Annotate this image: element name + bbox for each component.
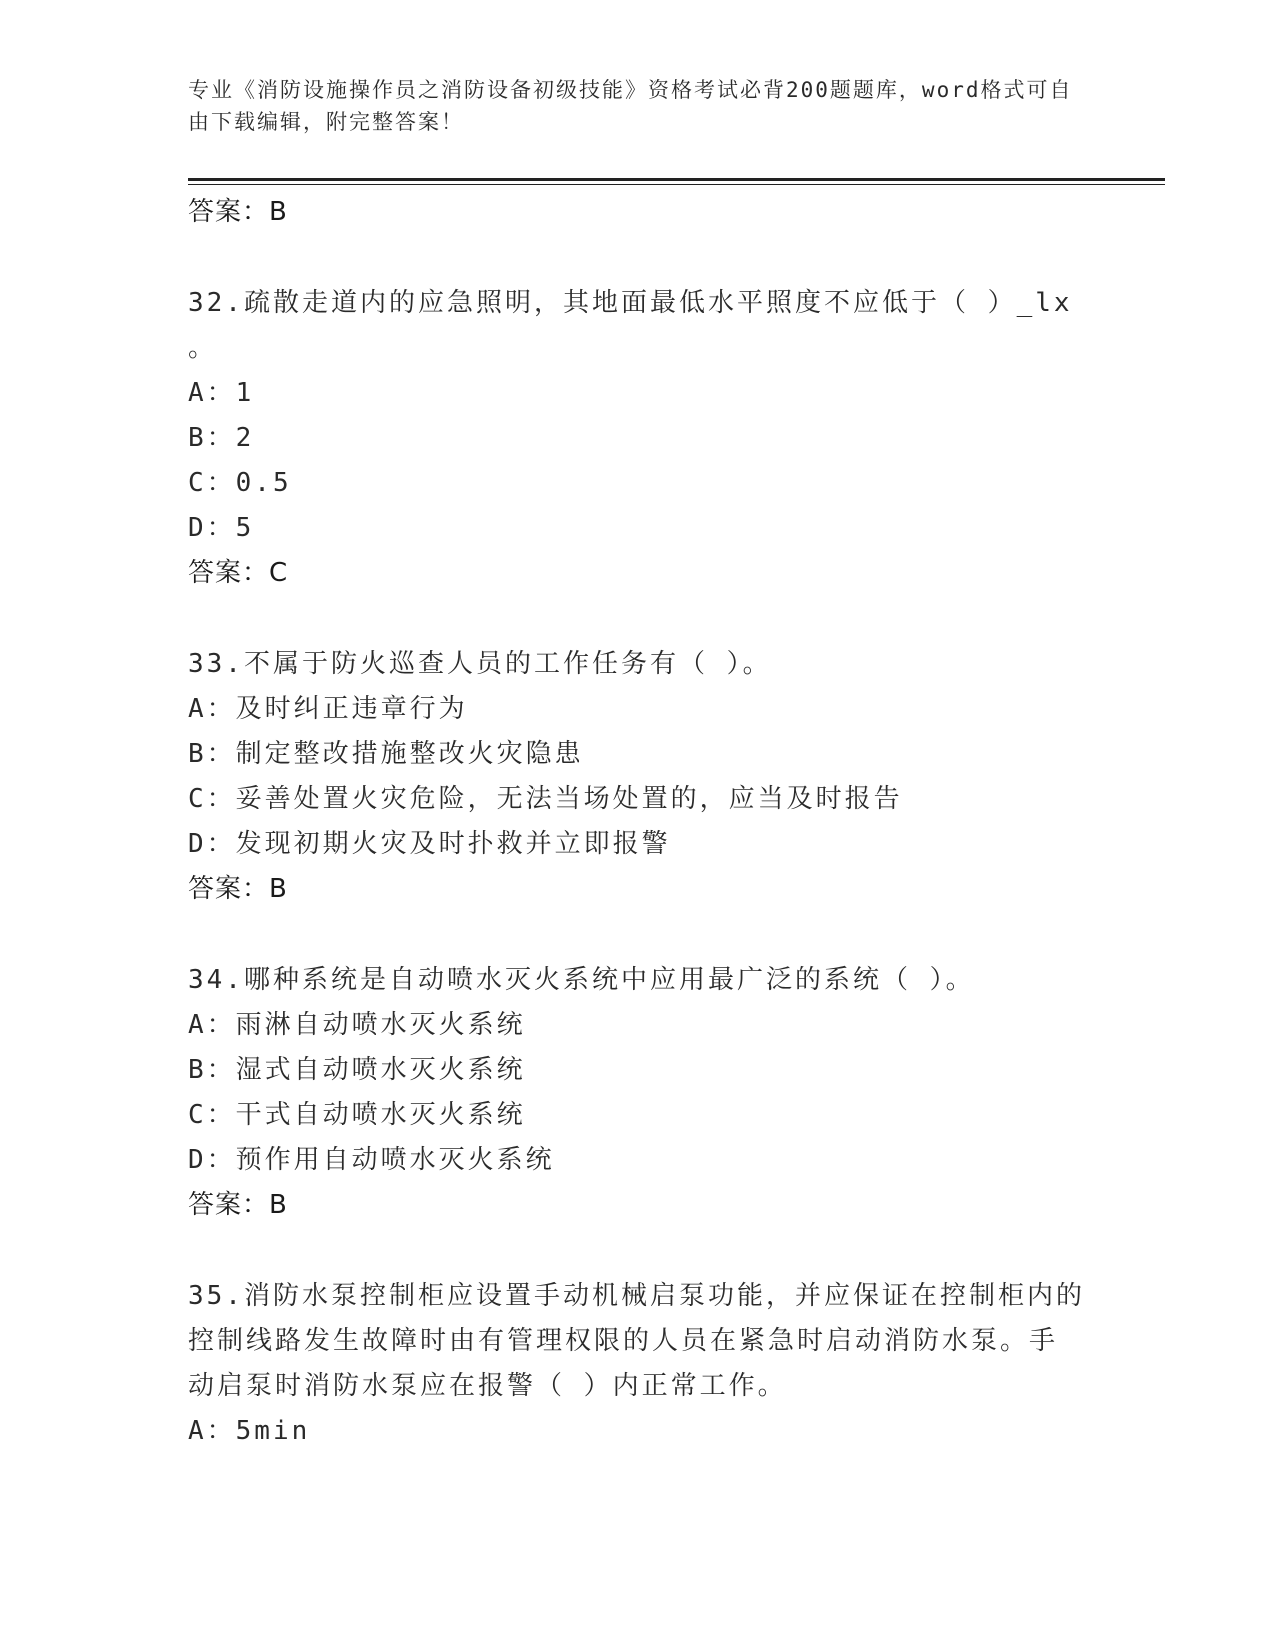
spacer xyxy=(188,596,1088,642)
option-b: B：2 xyxy=(188,423,255,453)
question-text: 35.消防水泵控制柜应设置手动机械启泵功能，并应保证在控制柜内的 xyxy=(188,1281,1085,1311)
question-33 xyxy=(188,642,1088,912)
question-text: 34.哪种系统是自动喷水灭火系统中应用最广泛的系统（ ）。 xyxy=(188,965,975,995)
option-d: D：5 xyxy=(188,513,255,543)
option-b: B：湿式自动喷水灭火系统 xyxy=(188,1055,526,1085)
option-d: D：预作用自动喷水灭火系统 xyxy=(188,1145,555,1175)
previous-answer: 答案：B xyxy=(188,197,288,227)
question-text: 32.疏散走道内的应急照明，其地面最低水平照度不应低于（ ）_lx xyxy=(188,288,1073,318)
spacer xyxy=(188,912,1088,958)
spacer xyxy=(188,1228,1088,1274)
option-d: D：发现初期火灾及时扑救并立即报警 xyxy=(188,829,671,859)
question-text-continued: 控制线路发生故障时由有管理权限的人员在紧急时启动消防水泵。手 xyxy=(188,1326,1059,1356)
question-35 xyxy=(188,1274,1088,1454)
option-b: B：制定整改措施整改火灾隐患 xyxy=(188,739,584,769)
option-c: C：0.5 xyxy=(188,468,292,498)
question-answer: 答案：C xyxy=(188,558,289,588)
question-text-continued: 。 xyxy=(188,333,218,363)
question-answer: 答案：B xyxy=(188,874,288,904)
header-rule-thin xyxy=(188,184,1165,185)
option-c: C：干式自动喷水灭火系统 xyxy=(188,1100,526,1130)
spacer xyxy=(188,235,1088,281)
question-34 xyxy=(188,958,1088,1228)
header-rule-thick xyxy=(188,178,1165,181)
option-a: A：及时纠正违章行为 xyxy=(188,694,468,724)
option-a: A：雨淋自动喷水灭火系统 xyxy=(188,1010,526,1040)
document-header: 专业《消防设施操作员之消防设备初级技能》资格考试必背200题题库，word格式可自由下载编辑，附完整答案！ xyxy=(188,78,1073,134)
question-text: 33.不属于防火巡查人员的工作任务有（ ）。 xyxy=(188,649,772,679)
option-c: C：妥善处置火灾危险，无法当场处置的，应当及时报告 xyxy=(188,784,903,814)
option-a: A：1 xyxy=(188,378,255,408)
question-answer: 答案：B xyxy=(188,1190,288,1220)
question-32 xyxy=(188,281,1088,596)
question-text-continued: 动启泵时消防水泵应在报警（ ）内正常工作。 xyxy=(188,1371,787,1401)
option-a: A：5min xyxy=(188,1416,311,1446)
question-list xyxy=(188,190,1088,1454)
